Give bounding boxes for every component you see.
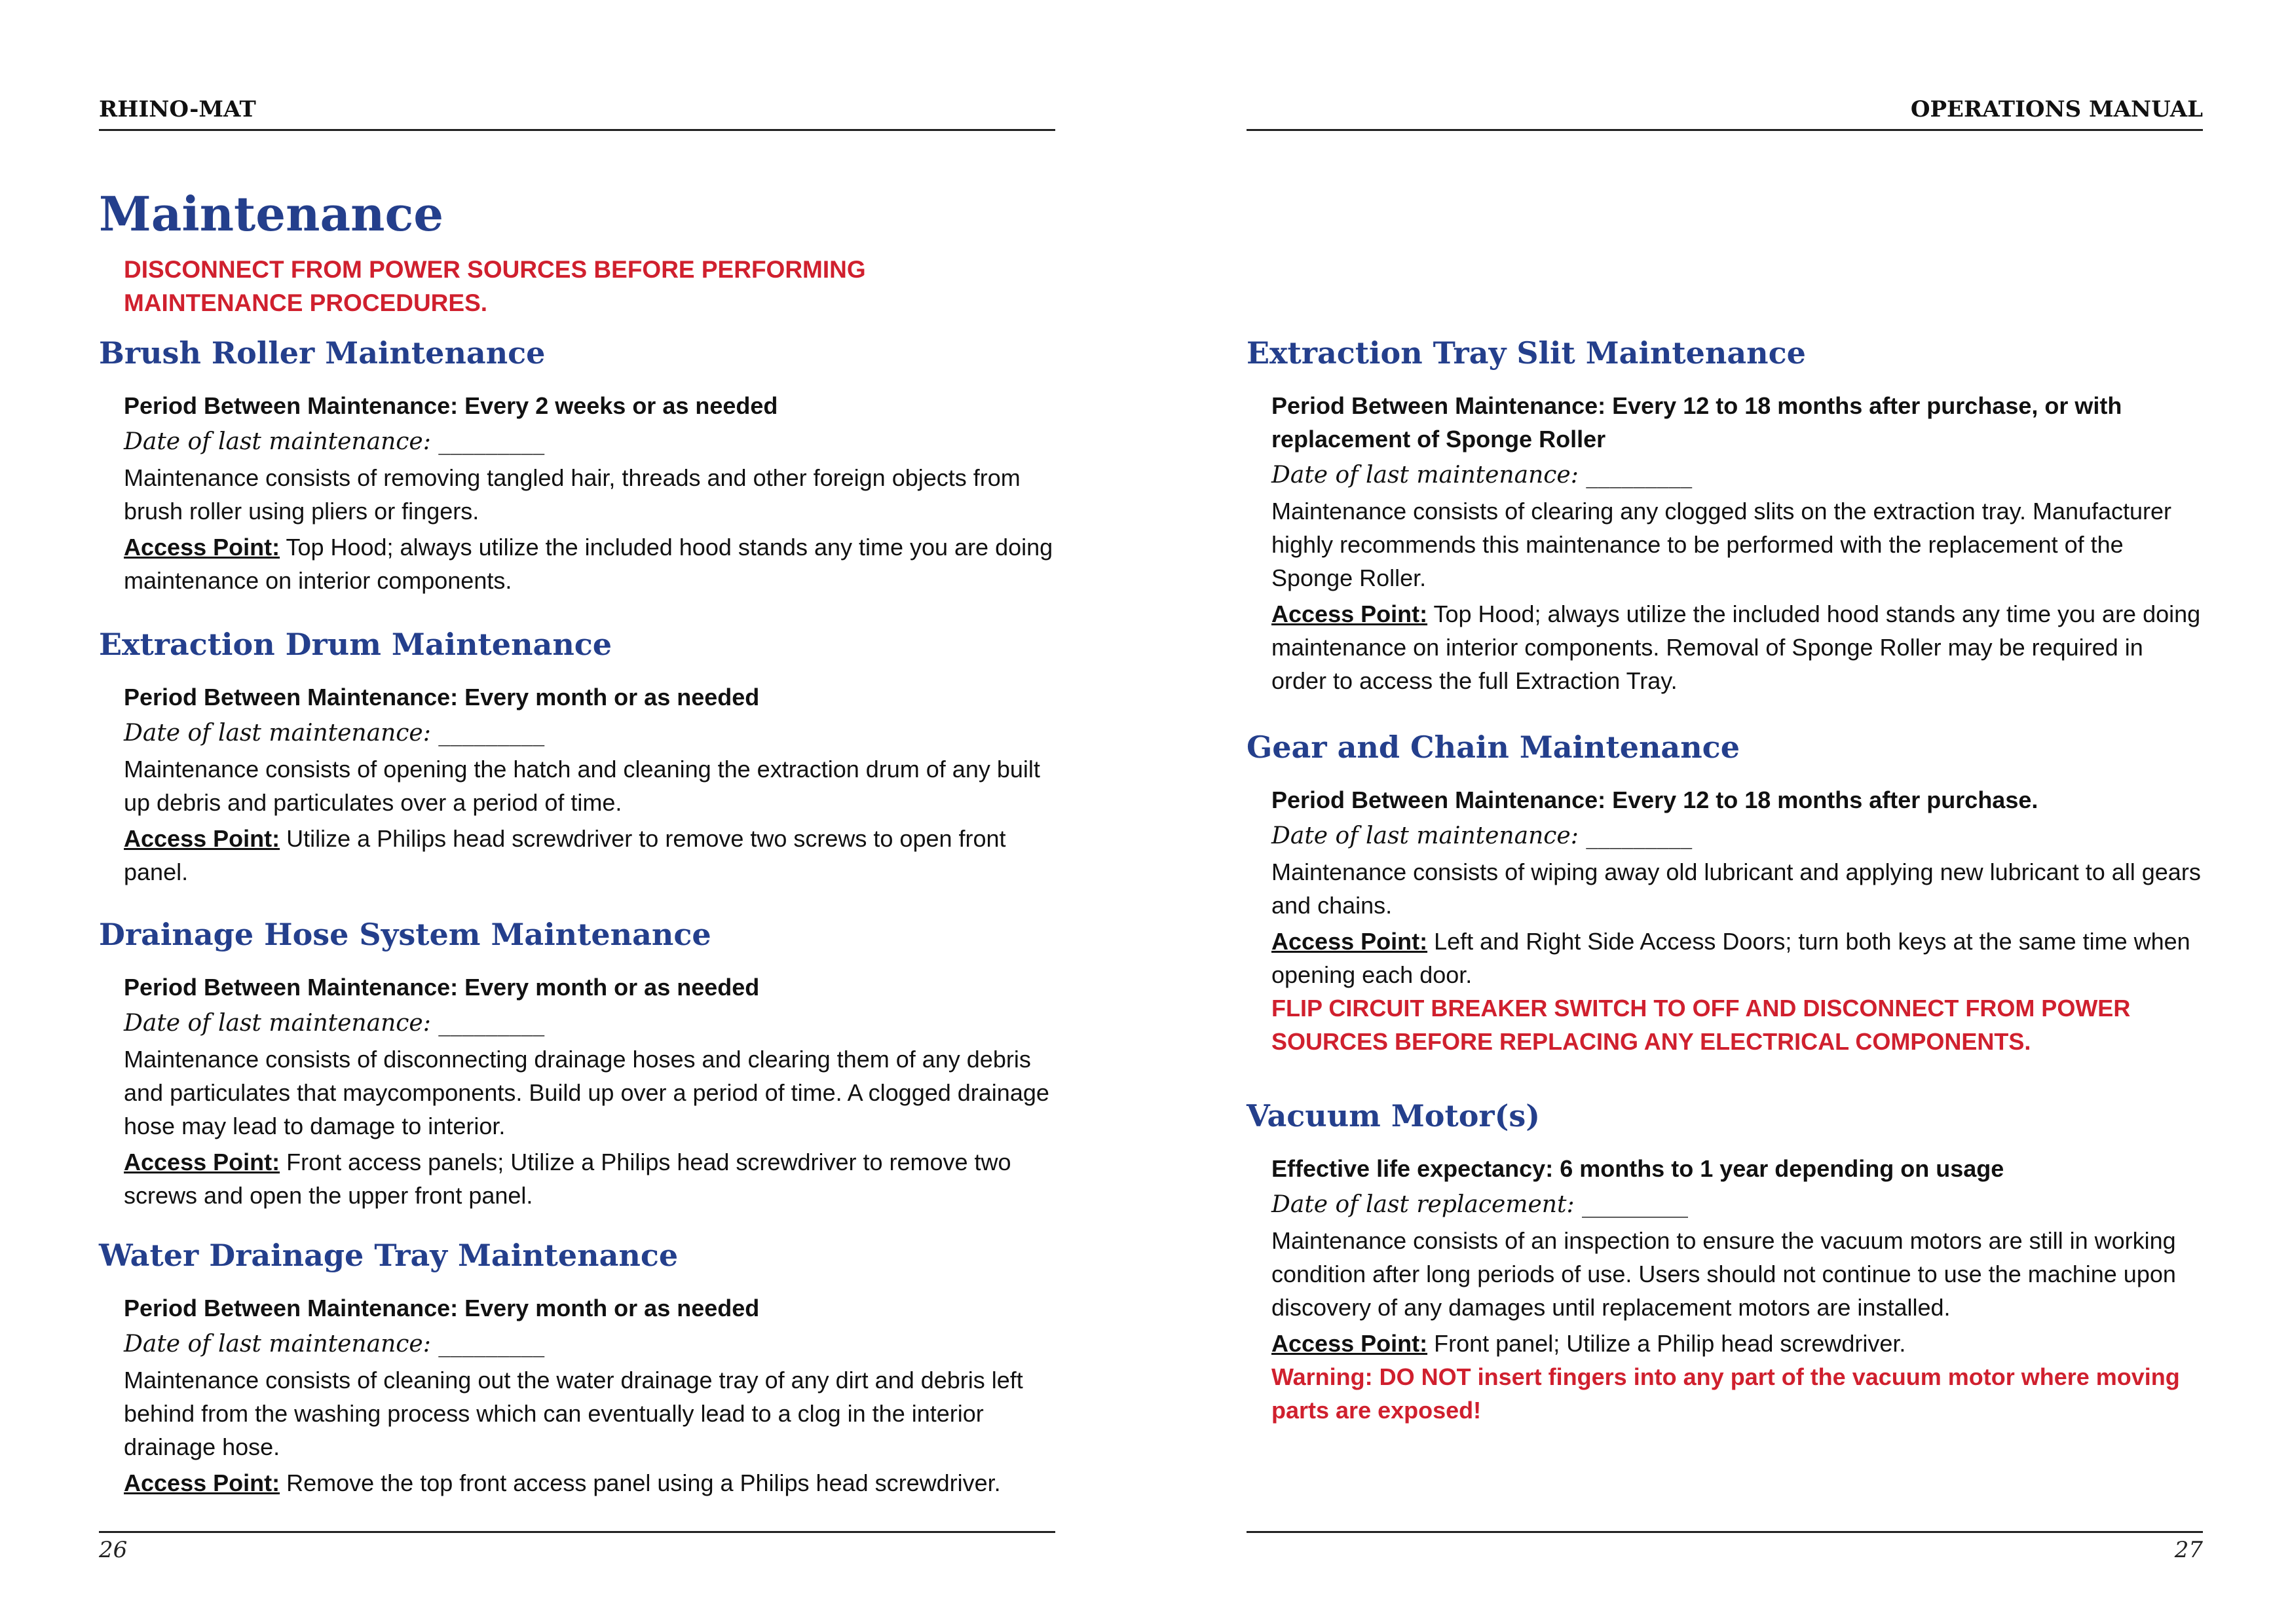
access-point-text: Top Hood; always utilize the included hood stands any time you are doing maintenance on interior components. xyxy=(124,534,1053,594)
section-title: Vacuum Motor(s) xyxy=(1247,1098,1541,1134)
top-warning xyxy=(124,253,975,320)
access-point xyxy=(1271,1327,2203,1360)
running-header-left: RHINO-MAT xyxy=(99,95,1055,131)
period-text: Effective life expectancy: 6 months to 1 year depending on usage xyxy=(1271,1155,2004,1182)
section-title: Brush Roller Maintenance xyxy=(99,335,546,371)
access-point xyxy=(1271,925,2203,991)
access-point-label: Access Point: xyxy=(1271,600,1428,627)
access-point-text: Top Hood; always utilize the included hood stands any time you are doing maintenance on interior components. Removal of Sponge Roller may be required in order to access the full Extraction Tray. xyxy=(1271,600,2201,694)
section-title: Extraction Drum Maintenance xyxy=(99,627,612,662)
page-number-right: 27 xyxy=(1247,1531,2203,1563)
access-point-label: Access Point: xyxy=(124,825,280,852)
top-warning-line-1: DISCONNECT FROM POWER SOURCES BEFORE PERFORMING xyxy=(124,256,866,283)
access-point-text: Left and Right Side Access Doors; turn both keys at the same time when opening each door. xyxy=(1271,928,2190,988)
period-text: Period Between Maintenance: Every month or as needed xyxy=(124,974,760,1001)
access-point xyxy=(1271,597,2203,697)
date-field: Date of last maintenance: _________ xyxy=(1271,822,1693,849)
section-extraction-drum xyxy=(99,625,1055,889)
access-point-label: Access Point: xyxy=(124,1469,280,1496)
period-text: Period Between Maintenance: Every month or as needed xyxy=(124,684,760,710)
period-text: Period Between Maintenance: Every 12 to 18 months after purchase. xyxy=(1271,786,2038,813)
section-gear-chain xyxy=(1247,728,2203,1058)
access-point xyxy=(124,822,1055,889)
access-point-text: Utilize a Philips head screwdriver to remove two screws to open front panel. xyxy=(124,825,1006,885)
date-field: Date of last replacement: _________ xyxy=(1271,1191,1689,1218)
left-page xyxy=(99,0,1055,1624)
period-text: Period Between Maintenance: Every month or as needed xyxy=(124,1295,760,1321)
description-text: Maintenance consists of clearing any clogged slits on the extraction tray. Manufacturer highly recommends this maintenance to be performed with the replacement of the Sponge Roller. xyxy=(1271,498,2172,591)
vacuum-warning: Warning: DO NOT insert fingers into any part of the vacuum motor where moving parts are exposed! xyxy=(1271,1363,2180,1424)
access-point xyxy=(124,1466,1055,1500)
description-text: Maintenance consists of removing tangled hair, threads and other foreign objects from brush roller using pliers or fingers. xyxy=(124,464,1021,525)
description-text: Maintenance consists of cleaning out the water drainage tray of any dirt and debris left behind from the washing process which can eventually lead to a clog in the interior drainage hose. xyxy=(124,1367,1023,1460)
access-point xyxy=(124,530,1055,597)
date-field: Date of last maintenance: _________ xyxy=(124,1331,545,1357)
access-point-label: Access Point: xyxy=(124,1149,280,1175)
access-point-label: Access Point: xyxy=(124,534,280,561)
access-point-label: Access Point: xyxy=(1271,928,1428,955)
section-brush-roller xyxy=(99,334,1055,597)
running-header-right: OPERATIONS MANUAL xyxy=(1247,95,2203,131)
access-point-label: Access Point: xyxy=(1271,1330,1428,1357)
section-water-drainage-tray xyxy=(99,1236,1055,1500)
section-vacuum-motors xyxy=(1247,1097,2203,1427)
description-text: Maintenance consists of wiping away old lubricant and applying new lubricant to all gears and chains. xyxy=(1271,858,2201,919)
section-extraction-tray-slit xyxy=(1247,334,2203,697)
description-text: Maintenance consists of an inspection to ensure the vacuum motors are still in working condition after long periods of use. Users should not continue to use the machine upon discovery of any damages until replacement motors are installed. xyxy=(1271,1227,2176,1321)
page-number-left: 26 xyxy=(99,1531,1055,1563)
description-text: Maintenance consists of opening the hatch and cleaning the extraction drum of any built up debris and particulates over a period of time. xyxy=(124,756,1040,816)
access-point-text: Front panel; Utilize a Philip head screwdriver. xyxy=(1434,1330,1906,1357)
section-title: Water Drainage Tray Maintenance xyxy=(99,1238,679,1273)
section-title: Extraction Tray Slit Maintenance xyxy=(1247,335,1806,371)
date-field: Date of last maintenance: _________ xyxy=(124,720,545,747)
period-text: Period Between Maintenance: Every 12 to 18 months after purchase, or with replacement of Sponge Roller xyxy=(1271,392,2122,452)
section-title: Drainage Hose System Maintenance xyxy=(99,917,711,952)
access-point-text: Front access panels; Utilize a Philips head screwdriver to remove two screws and open the upper front panel. xyxy=(124,1149,1011,1209)
section-drainage-hose xyxy=(99,915,1055,1212)
top-warning-line-2: MAINTENANCE PROCEDURES. xyxy=(124,289,488,316)
section-title: Gear and Chain Maintenance xyxy=(1247,729,1740,765)
date-field: Date of last maintenance: _________ xyxy=(1271,462,1693,489)
access-point-text: Remove the top front access panel using a Philips head screwdriver. xyxy=(286,1469,1001,1496)
right-page xyxy=(1247,0,2203,1624)
period-text: Period Between Maintenance: Every 2 weeks or as needed xyxy=(124,392,778,419)
access-point xyxy=(124,1145,1055,1212)
date-field: Date of last maintenance: _________ xyxy=(124,428,545,455)
page-title: Maintenance xyxy=(99,186,444,242)
electrical-warning: FLIP CIRCUIT BREAKER SWITCH TO OFF AND DISCONNECT FROM POWER SOURCES BEFORE REPLACING ANY ELECTRICAL COMPONENTS. xyxy=(1271,995,2131,1055)
date-field: Date of last maintenance: _________ xyxy=(124,1010,545,1037)
description-text: Maintenance consists of disconnecting drainage hoses and clearing them of any debris and particulates that maycomponents. Build up over a period of time. A clogged drainage hose may lead to damage to interior. xyxy=(124,1046,1049,1139)
